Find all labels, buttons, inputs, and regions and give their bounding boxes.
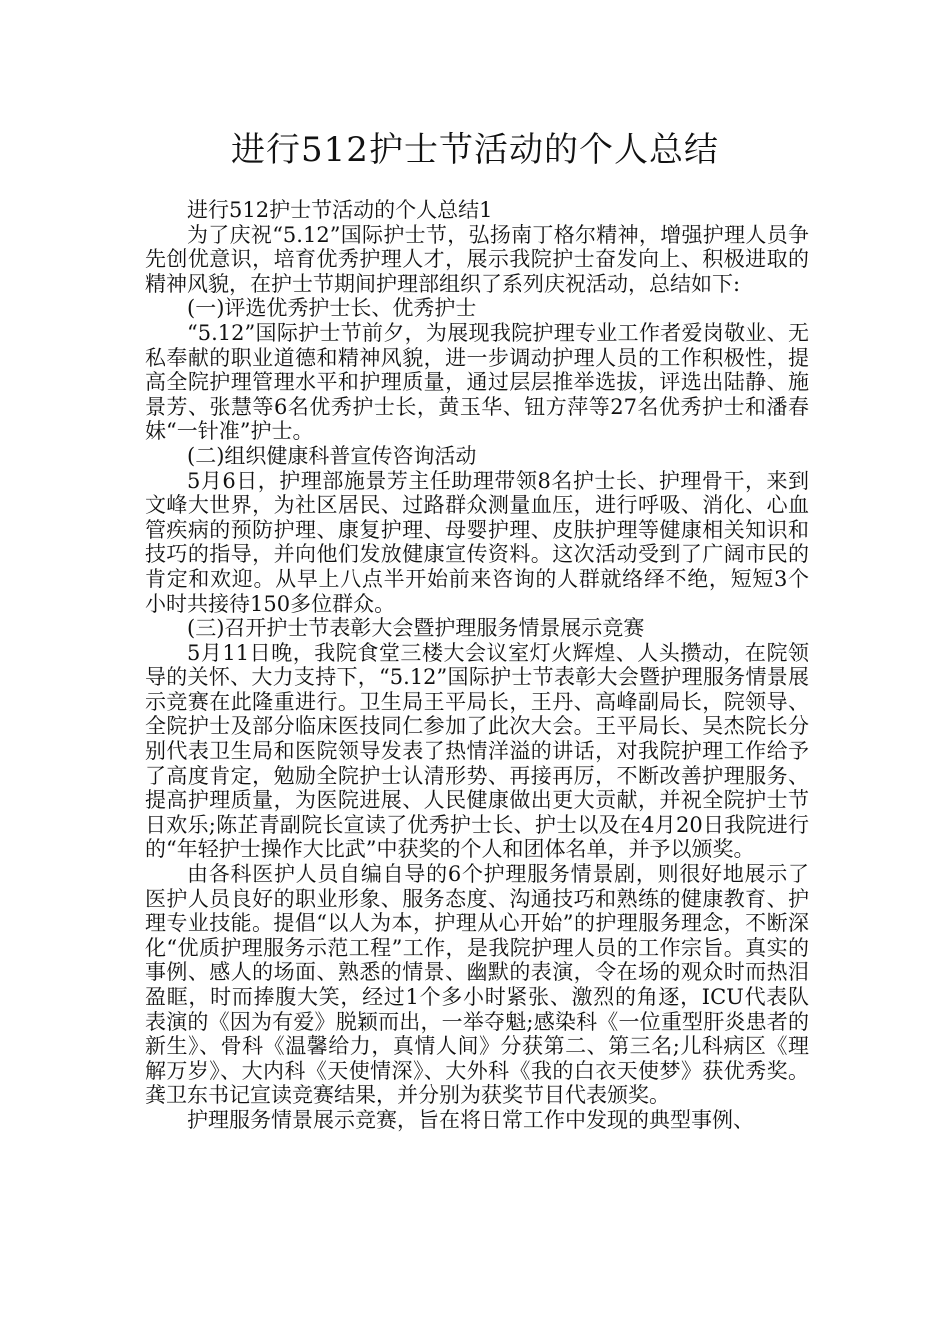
paragraph-intro: 为了庆祝“5.12”国际护士节，弘扬南丁格尔精神，增强护理人员争先创优意识，培育优秀护理人才，展示我院护士奋发向上、积极进取的精神风貌，在护士节期间护理部组织了系列庆祝活动，总结如下:: [145, 222, 809, 296]
paragraph-closing: 护理服务情景展示竞赛，旨在将日常工作中发现的典型事例、: [187, 1107, 754, 1132]
paragraph-section-3-cont: 由各科医护人员自编自导的6个护理服务情景剧，则很好地展示了医护人员良好的职业形象、服务态度、沟通技巧和熟练的健康教育、护理专业技能。提倡“以人为本，护理从心开始”的护理服务理念，不断深化“优质护理服务示范工程”工作，是我院护理人员的工作宗旨。真实的事例、感人的场面、熟悉的情景、幽默的表演，令在场的观众时而热泪盈眶，时而捧腹大笑，经过1个多小时紧张、激烈的角逐，ICU代表队表演的《因为有爱》脱颖而出，一举夺魁;感染科《一位重型肝炎患者的新生》、骨科《温馨给力，真情人间》分获第二、第三名;儿科病区《理解万岁》、大内科《天使情深》、大外科《我的白衣天使梦》获优秀奖。龚卫东书记宣读竞赛结果，并分别为获奖节目代表颁奖。: [145, 862, 809, 1108]
document-body: [145, 198, 809, 1133]
document-title: 进行512护士节活动的个人总结: [231, 130, 719, 170]
section-heading-3: (三)召开护士节表彰大会暨护理服务情景展示竞赛: [187, 616, 645, 641]
section-heading-2: (二)组织健康科普宣传咨询活动: [187, 443, 477, 468]
paragraph-section-2: 5月6日，护理部施景芳主任助理带领8名护士长、护理骨干，来到文峰大世界，为社区居民、过路群众测量血压，进行呼吸、消化、心血管疾病的预防护理、康复护理、母婴护理、皮肤护理等健康相关知识和技巧的指导，并向他们发放健康宣传资料。这次活动受到了广阔市民的肯定和欢迎。从早上八点半开始前来咨询的人群就络绎不绝，短短3个小时共接待150多位群众。: [145, 468, 809, 616]
paragraph-subtitle: 进行512护士节活动的个人总结1: [187, 198, 493, 222]
paragraph-section-1: “5.12”国际护士节前夕，为展现我院护理专业工作者爱岗敬业、无私奉献的职业道德和精神风貌，进一步调动护理人员的工作积极性，提高全院护理管理水平和护理质量，通过层层推举选拔，评选出陆静、施景芳、张慧等6名优秀护士长，黄玉华、钮方萍等27名优秀护士和潘春妹“一针准”护士。: [145, 320, 809, 444]
section-heading-1: (一)评选优秀护士长、优秀护士: [187, 296, 477, 321]
paragraph-section-3: 5月11日晚，我院食堂三楼大会议室灯火辉煌、人头攒动，在院领导的关怀、大力支持下，“5.12”国际护士节表彰大会暨护理服务情景展示竞赛在此隆重进行。卫生局王平局长，王丹、高峰副局长，院领导、全院护士及部分临床医技同仁参加了此次大会。王平局长、吴杰院长分别代表卫生局和医院领导发表了热情洋溢的讲话，对我院护理工作给予了高度肯定，勉励全院护士认清形势、再接再厉，不断改善护理服务、提高护理质量，为医院进展、人民健康做出更大贡献，并祝全院护士节日欢乐;陈芷青副院长宣读了优秀护士长、护士以及在4月20日我院进行的“年轻护士操作大比武”中获奖的个人和团体名单，并予以颁奖。: [145, 640, 809, 862]
